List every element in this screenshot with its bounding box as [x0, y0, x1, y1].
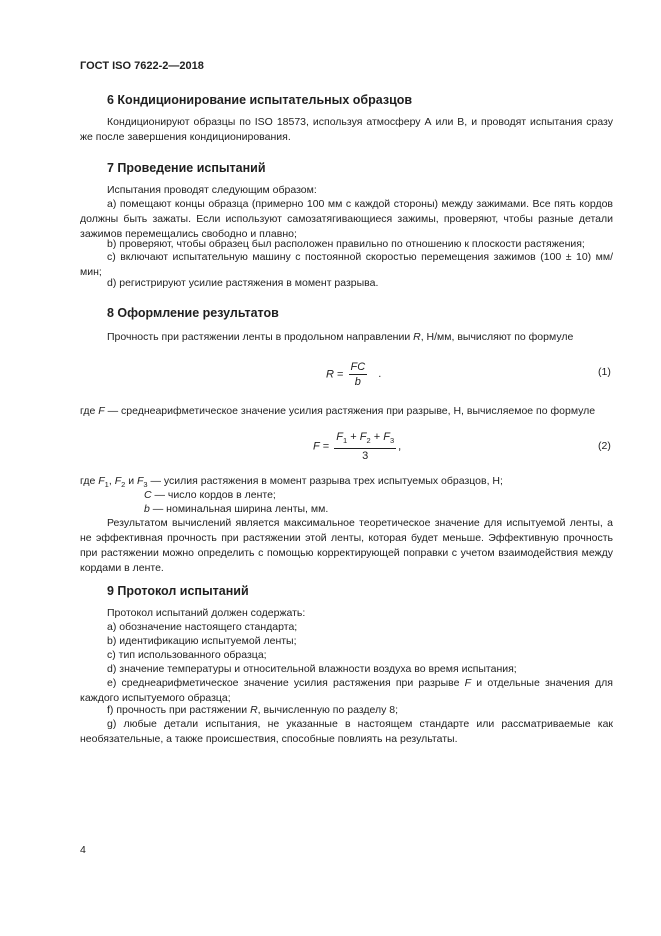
section-9-title: 9 Протокол испытаний: [107, 584, 249, 598]
formula-2: F = $\frac{F_1 + F_2 + F_3}{3}$ ,: [313, 431, 402, 463]
formula-1-where: где F — среднеарифметическое значение усилия растяжения при разрыве, Н, вычисляемое по формуле: [80, 405, 596, 417]
section-8-title: 8 Оформление результатов: [107, 306, 279, 320]
section-8-conclusion: Результатом вычислений является максимальное теоретическое значение для испытуемой ленты, а не эффективная прочность при растяжении этой ленты, которая будет меньше. Эффективную прочность при растяжении можно определить с помощью корректирующей поправки с учетом взаимодействия между кордами в ленте.: [80, 517, 613, 574]
section-6-title: 6 Кондиционирование испытательных образцов: [107, 93, 413, 107]
section-9-item-c: с) тип использованного образца;: [107, 649, 267, 661]
section-7-item-b: b) проверяют, чтобы образец был расположен правильно по отношению к плоскости растяжения;: [107, 238, 585, 250]
section-7-intro: Испытания проводят следующим образом:: [107, 184, 317, 196]
section-9-item-b: b) идентификацию испытуемой ленты;: [107, 635, 297, 647]
page-number: 4: [80, 844, 86, 856]
formula-1: R = $\frac{FC}{b}$ .: [326, 361, 382, 388]
section-9-item-g: g) любые детали испытания, не указанные в настоящем стандарте или рассматриваемые как необязательные, а также происшествия, способные повлиять на результаты.: [80, 718, 613, 745]
section-7-item-a: а) помещают концы образца (примерно 100 мм с каждой стороны) между зажимами. Все пять кордов должны быть зажаты. Если используют самозатягивающиеся зажимы, проверяют, чтобы разные детали зажимов перемещались свободно и плавно;: [80, 198, 613, 240]
formula-2-number: (2): [598, 440, 611, 452]
section-9-item-e: е) среднеарифметическое значение усилия растяжения при разрыве F и отдельные значения для каждого испытуемого образца;: [80, 677, 613, 704]
formula-2-where-f: где $F_1$, $F_2$ и $F_3$ — усилия растяжения в момент разрыва трех испытуемых образцов, Н;: [80, 475, 503, 490]
document-header: ГОСТ ISO 7622-2—2018: [80, 60, 204, 72]
section-7-item-c: с) включают испытательную машину с постоянной скоростью перемещения зажимов (100 ± 10) мм/мин;: [80, 251, 613, 278]
formula-2-where-b: b — номинальная ширина ленты, мм.: [144, 503, 329, 515]
section-7-item-d: d) регистрируют усилие растяжения в момент разрыва.: [107, 277, 379, 289]
formula-1-number: (1): [598, 366, 611, 378]
section-9-item-f: f) прочность при растяжении R, вычисленную по разделу 8;: [107, 704, 399, 716]
section-9-item-a: а) обозначение настоящего стандарта;: [107, 621, 298, 633]
section-7-title: 7 Проведение испытаний: [107, 161, 266, 175]
formula-2-where-c: С — число кордов в ленте;: [144, 489, 276, 501]
section-6-text: Кондиционируют образцы по ISO 18573, используя атмосферу А или В, и проводят испытания сразу же после завершения кондиционирования.: [80, 116, 613, 143]
section-9-intro: Протокол испытаний должен содержать:: [107, 607, 306, 619]
section-8-intro: Прочность при растяжении ленты в продольном направлении R, Н/мм, вычисляют по формуле: [107, 331, 574, 343]
section-9-item-d: d) значение температуры и относительной влажности воздуха во время испытания;: [107, 663, 517, 675]
